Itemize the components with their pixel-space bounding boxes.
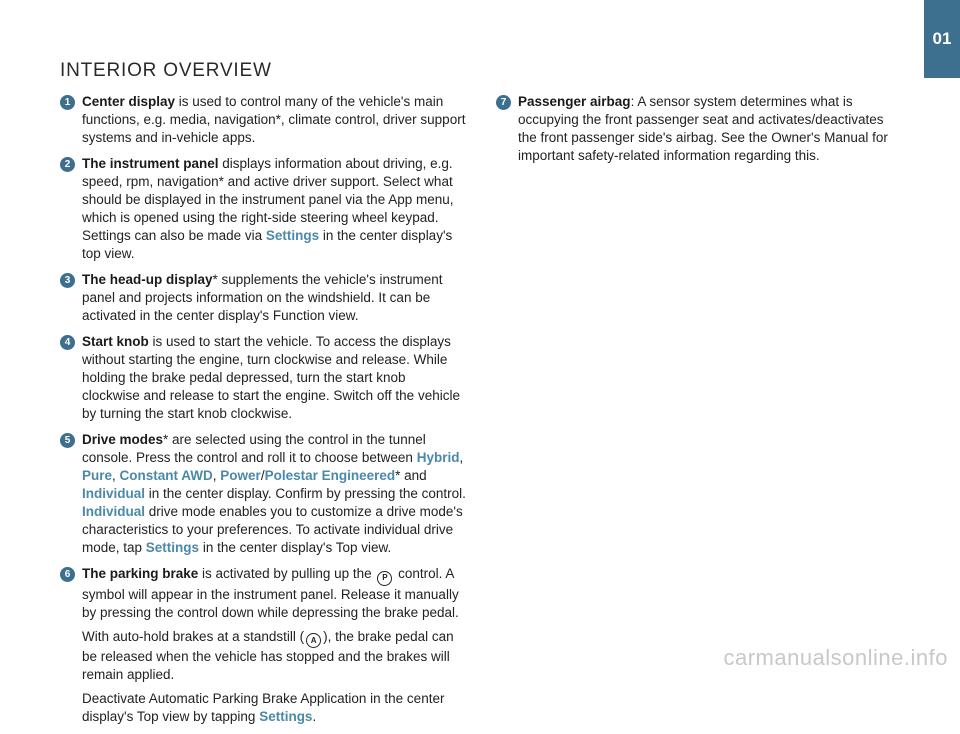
item-text: : A sensor system determines what is occupying the front passenger seat and activates/deactivates the front passenger side's airbag. See the Owner's Manual for important safety-related information regarding this. (518, 94, 888, 163)
item-text: * are selected using the control in the tunnel console. Press the control and roll it to choose between (82, 432, 426, 465)
item-number-badge: 5 (60, 433, 75, 448)
settings-link[interactable]: Settings (259, 709, 313, 724)
item-text: is activated by pulling up the (198, 566, 376, 581)
item-text: . (312, 709, 317, 724)
item-text: control. A symbol will appear in the instrument panel. Release it manually by pressing the control down while depressing the brake pedal. (82, 566, 459, 620)
item-number-badge: 7 (496, 95, 511, 110)
item-text: displays information about driving, e.g. speed, rpm, navigation* and active driver support. Select what should be displayed in the instrument panel via the App menu, which is opened using the right-side steering wheel keypad. Settings can also be made via (82, 156, 454, 243)
watermark: carmanualsonline.info (723, 645, 948, 670)
item-text: drive mode enables you to customize a drive mode's characteristics to your preferences. To activate individual drive mode, tap (82, 504, 463, 555)
item-number-badge: 2 (60, 157, 75, 172)
item-number-badge: 1 (60, 95, 75, 110)
mode-individual[interactable]: Individual (82, 504, 146, 519)
list-item (60, 333, 466, 423)
list-item (496, 93, 896, 165)
mode-power[interactable]: Power (220, 468, 261, 483)
item-text: With auto-hold brakes at a standstill ( (82, 628, 305, 644)
list-item (60, 565, 466, 726)
page-title: INTERIOR OVERVIEW (60, 60, 272, 81)
list-item (60, 93, 466, 147)
mode-individual[interactable]: Individual (82, 486, 146, 501)
item-text: is used to control many of the vehicle's main functions, e.g. media, navigation*, climate control, driver support systems and in-vehicle apps. (82, 94, 466, 145)
mode-hybrid[interactable]: Hybrid (416, 450, 460, 465)
settings-link[interactable]: Settings (145, 540, 200, 555)
item-text: Deactivate Automatic Parking Brake Application in the center display's Top view by tapping (82, 691, 445, 724)
auto-hold-icon: A (306, 633, 321, 648)
list-item (60, 155, 466, 263)
mode-constant-awd[interactable]: Constant AWD (119, 468, 213, 483)
item-text: * supplements the vehicle's instrument panel and projects information on the windshield. It can be activated in the center display's Function view. (82, 272, 443, 323)
item-term: Passenger airbag (518, 94, 631, 109)
item-number-badge: 6 (60, 567, 75, 582)
item-text: , (212, 468, 221, 483)
item-text: in the center display's top view. (82, 228, 453, 261)
item-text: ), the brake pedal can be released when the vehicle has stopped and the brakes will remain applied. (82, 628, 454, 682)
list-item (60, 431, 466, 557)
item-text: in the center display. Confirm by pressing the control. (145, 486, 466, 501)
item-number-badge: 3 (60, 273, 75, 288)
item-text: , (112, 468, 120, 483)
settings-link[interactable]: Settings (265, 228, 320, 243)
item-text: in the center display's Top view. (199, 540, 392, 555)
item-term: Start knob (82, 334, 149, 349)
item-term: Drive modes (82, 432, 164, 447)
item-text: / (260, 468, 265, 483)
item-text: , (459, 450, 464, 465)
item-term: The head-up display (82, 272, 213, 287)
mode-pure[interactable]: Pure (82, 468, 113, 483)
left-column (60, 93, 466, 734)
list-item (60, 271, 466, 325)
item-text: * and (395, 468, 427, 483)
item-term: The parking brake (82, 566, 199, 581)
parking-brake-icon: P (377, 571, 392, 586)
item-number-badge: 4 (60, 335, 75, 350)
chapter-tab[interactable]: 01 (924, 0, 960, 78)
item-text: is used to start the vehicle. To access the displays without starting the engine, turn clockwise and release. While holding the brake pedal depressed, turn the start knob clockwise and release to start the engine. Switch off the vehicle by turning the start knob clockwise. (82, 334, 460, 421)
item-term: The instrument panel (82, 156, 219, 171)
right-column (496, 93, 896, 173)
mode-polestar-engineered[interactable]: Polestar Engineered (264, 468, 396, 483)
item-term: Center display (82, 94, 176, 109)
